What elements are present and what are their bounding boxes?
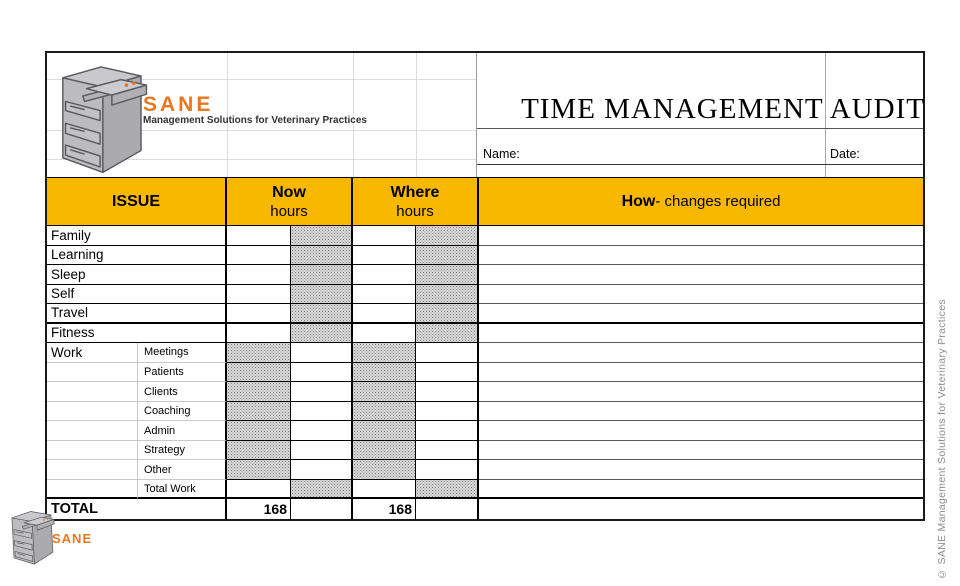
now-input-cell[interactable] [291, 382, 353, 402]
now-input-cell[interactable] [227, 226, 291, 246]
total-where-spacer [416, 499, 479, 519]
how-input-cell[interactable] [479, 304, 923, 324]
date-label: Date: [830, 147, 860, 161]
filing-cabinet-icon [6, 505, 57, 567]
total-label: TOTAL [47, 499, 227, 519]
how-input-cell[interactable] [479, 480, 923, 500]
name-field-blank[interactable] [520, 147, 563, 161]
now-locked-cell [227, 343, 291, 363]
where-input-cell[interactable] [353, 480, 416, 500]
work-group-spacer [47, 480, 138, 500]
work-group-spacer [47, 363, 138, 383]
work-group-label: Work [47, 343, 138, 363]
now-locked-cell [227, 421, 291, 441]
total-how-cell [479, 499, 923, 519]
work-group-spacer [47, 460, 138, 480]
now-locked-cell [291, 246, 353, 266]
filing-cabinet-icon [53, 56, 149, 176]
now-input-cell[interactable] [291, 363, 353, 383]
how-input-cell[interactable] [479, 226, 923, 246]
now-input-cell[interactable] [227, 480, 291, 500]
page-title: TIME MANAGEMENT AUDIT [521, 93, 925, 125]
work-group-spacer [47, 382, 138, 402]
audit-sheet [45, 51, 925, 521]
where-locked-cell [416, 480, 479, 500]
work-subcategory-label: Patients [138, 363, 227, 383]
company-logo [53, 56, 149, 181]
now-locked-cell [227, 460, 291, 480]
footer-logo [8, 506, 56, 571]
logo-text [143, 95, 443, 126]
table-header-row [47, 177, 923, 226]
now-locked-cell [291, 226, 353, 246]
name-date-row [477, 129, 923, 165]
where-input-cell[interactable] [416, 382, 479, 402]
now-locked-cell [227, 402, 291, 422]
where-input-cell[interactable] [416, 343, 479, 363]
brand-tagline: Management Solutions for Veterinary Practices [143, 115, 367, 126]
work-subcategory-label: Clients [138, 382, 227, 402]
where-input-cell[interactable] [353, 226, 416, 246]
work-group-spacer [47, 421, 138, 441]
work-subcategory-label: Strategy [138, 441, 227, 461]
where-locked-cell [353, 343, 416, 363]
how-input-cell[interactable] [479, 285, 923, 305]
how-input-cell[interactable] [479, 382, 923, 402]
date-field [830, 147, 919, 161]
now-locked-cell [291, 480, 353, 500]
total-now-hours: 168 [227, 499, 291, 519]
where-input-cell[interactable] [353, 285, 416, 305]
issue-row-label: Family [47, 226, 227, 246]
where-locked-cell [416, 285, 479, 305]
issue-row-label: Learning [47, 246, 227, 266]
where-locked-cell [416, 265, 479, 285]
where-input-cell[interactable] [353, 265, 416, 285]
how-input-cell[interactable] [479, 460, 923, 480]
brand-name: SANE [143, 93, 214, 116]
where-input-cell[interactable] [416, 460, 479, 480]
now-input-cell[interactable] [227, 265, 291, 285]
issue-row-label: Fitness [47, 324, 227, 344]
issue-row-label: Travel [47, 304, 227, 324]
where-input-cell[interactable] [353, 304, 416, 324]
now-locked-cell [291, 324, 353, 344]
total-now-spacer [291, 499, 353, 519]
date-field-blank[interactable] [860, 147, 919, 161]
now-input-cell[interactable] [291, 343, 353, 363]
total-work-label: Total Work [138, 480, 227, 500]
footer-brand-name: SANE [52, 531, 93, 546]
where-locked-cell [353, 421, 416, 441]
now-input-cell[interactable] [291, 441, 353, 461]
where-input-cell[interactable] [416, 402, 479, 422]
now-input-cell[interactable] [227, 304, 291, 324]
where-input-cell[interactable] [416, 441, 479, 461]
top-zone [47, 53, 923, 177]
now-locked-cell [227, 382, 291, 402]
where-locked-cell [416, 246, 479, 266]
issue-row-label: Self [47, 285, 227, 305]
where-input-cell[interactable] [353, 246, 416, 266]
how-input-cell[interactable] [479, 441, 923, 461]
how-input-cell[interactable] [479, 265, 923, 285]
now-locked-cell [291, 265, 353, 285]
copyright-vertical-text: © SANE Management Solutions for Veterinary Practices [936, 299, 948, 580]
how-input-cell[interactable] [479, 402, 923, 422]
now-input-cell[interactable] [291, 402, 353, 422]
how-input-cell[interactable] [479, 421, 923, 441]
now-input-cell[interactable] [227, 285, 291, 305]
where-input-cell[interactable] [416, 421, 479, 441]
how-input-cell[interactable] [479, 246, 923, 266]
audit-table-body [47, 226, 923, 519]
now-input-cell[interactable] [227, 324, 291, 344]
where-locked-cell [416, 226, 479, 246]
now-locked-cell [291, 285, 353, 305]
now-locked-cell [291, 304, 353, 324]
where-input-cell[interactable] [353, 324, 416, 344]
title-cell [477, 53, 923, 129]
now-input-cell[interactable] [291, 460, 353, 480]
total-where-hours: 168 [353, 499, 416, 519]
header-where-hours: Where hours [353, 178, 479, 225]
issue-row-label: Sleep [47, 265, 227, 285]
title-zone [476, 53, 923, 177]
how-input-cell[interactable] [479, 343, 923, 363]
where-input-cell[interactable] [416, 363, 479, 383]
how-input-cell[interactable] [479, 363, 923, 383]
work-group-spacer [47, 402, 138, 422]
now-input-cell[interactable] [291, 421, 353, 441]
work-group-spacer [47, 441, 138, 461]
header-how: How - changes required [621, 193, 781, 210]
where-locked-cell [353, 363, 416, 383]
now-locked-cell [227, 363, 291, 383]
work-subcategory-label: Other [138, 460, 227, 480]
work-subcategory-label: Coaching [138, 402, 227, 422]
where-locked-cell [353, 460, 416, 480]
work-subcategory-label: Admin [138, 421, 227, 441]
header-issue: ISSUE [47, 178, 227, 225]
where-locked-cell [416, 324, 479, 344]
where-locked-cell [416, 304, 479, 324]
work-subcategory-label: Meetings [138, 343, 227, 363]
now-input-cell[interactable] [227, 246, 291, 266]
name-label: Name: [483, 147, 520, 161]
where-locked-cell [353, 402, 416, 422]
name-field [483, 147, 563, 161]
where-locked-cell [353, 382, 416, 402]
now-locked-cell [227, 441, 291, 461]
header-now-hours: Now hours [227, 178, 353, 225]
where-locked-cell [353, 441, 416, 461]
how-input-cell[interactable] [479, 324, 923, 344]
